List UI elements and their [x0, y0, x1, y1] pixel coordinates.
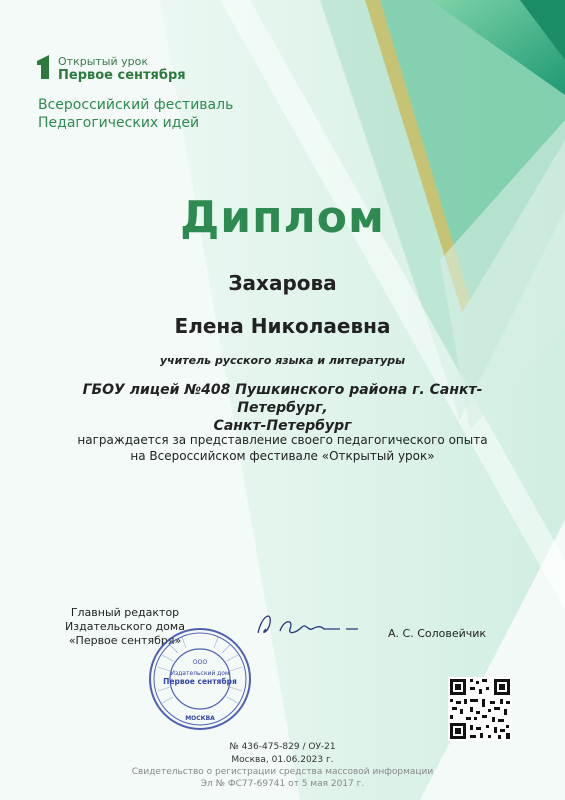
organization [40, 381, 525, 435]
handwritten-signature [250, 605, 370, 645]
media-registration-line-2: Эл № ФС77-69741 от 5 мая 2017 г. [200, 779, 365, 789]
recipient-position: учитель русского языка и литературы [159, 354, 406, 367]
organization-line-1: ГБОУ лицей №408 Пушкинского района г. Санкт-Петербург, [82, 382, 483, 416]
organization-line-2: Санкт-Петербург [213, 418, 352, 434]
logo-bottom-text: Первое сентября [58, 68, 186, 83]
signatory-role-line-2: Издательского дома [65, 620, 185, 633]
recipient-names: Елена Николаевна [174, 314, 391, 338]
media-registration-line-1: Свидетельство о регистрации средства массовой информации [131, 767, 434, 777]
stamp-label-main: Первое сентября [163, 677, 237, 686]
diploma-title: Диплом [180, 192, 385, 243]
signatory-role-line-3: «Первое сентября» [68, 634, 182, 647]
award-text-line-1: награждается за представление своего педагогического опыта [77, 433, 488, 447]
award-text-line-2: на Всероссийском фестивале «Открытый урок» [130, 449, 435, 463]
award-text [40, 432, 525, 464]
stamp-city: МОСКВА [185, 715, 215, 722]
issue-date: Москва, 01.06.2023 г. [231, 755, 334, 765]
signatory-role-line-1: Главный редактор [70, 606, 180, 619]
recipient-surname: Захарова [228, 271, 337, 295]
festival-line-2: Педагогических идей [38, 115, 200, 131]
signatory-name: А. С. Соловейчик [388, 627, 487, 640]
qr-code [448, 677, 512, 741]
registration-number: № 436-475-829 / ОУ-21 [229, 742, 336, 752]
festival-name [38, 96, 233, 132]
festival-line-1: Всероссийский фестиваль [38, 97, 234, 113]
logo-icon [37, 53, 57, 81]
stamp-ooo: ООО [192, 659, 208, 666]
logo-top-text: Открытый урок [58, 55, 148, 68]
stamp-seal [148, 627, 252, 731]
stamp-label-top: Издательский дом [170, 670, 230, 677]
